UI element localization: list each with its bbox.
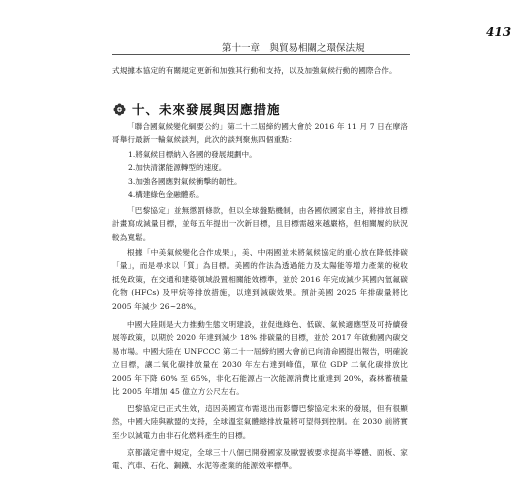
section-title: 十、未來發展與因應措施 [132,102,281,117]
list-item: 1.將氣候目標納入各國的發展規劃中。 [128,150,257,159]
paragraph-outlook: 巴黎協定已正式生效，這因美國宣布需退出而影響巴黎協定未來的發展，但有很顯然，中國大陸與歐盟的支持，全球溫室氣體總排放量將可望得到控制。在 2030 前將實至少以減電力由非石化燃料產生的目標。 [112,404,408,440]
section-heading [113,100,281,118]
page-number: 413 [486,25,512,39]
intro-paragraph: 式規據本協定的有關規定更新和加強其行動和支持，以及加強氣候行動的國際合作。 [112,66,397,75]
paragraph-conference: 「聯合國氣候變化綱要公約」第二十二屆締約國大會於 2016 年 11 月 7 日在摩洛哥舉行最新一輪氣候談判，此次的談判聚焦四個重點： [112,122,408,145]
running-header: 第十一章 與貿易相關之環保法規 [222,43,365,54]
paragraph-paris-agreement: 「巴黎協定」並無懲罰條款，但以全球盤點機制，由各國依國家自主，將排放目標計畫寫成減量目標，並每五年提出一次新目標，且目標需越來越嚴格，但相關履約狀況較為寬鬆。 [112,206,408,242]
flower-ornament-icon [113,103,126,116]
list-item: 2.加快清潔能源轉型的速度。 [128,163,227,173]
paragraph-china: 中國大陸則是大力推動生態文明建設，並促進綠色、低碳、氣候適應型及可持續發展等政策，以期於 2020 年達到減少 18% 排碳量的目標，並於 2017 年啟動國內碳交易市場。中國大陸在 UNFCCC 第二十一屆締約國大會前已向清命國提出報告，明確說立目標，讓二氧化碳排放量在 2030 年左右達到峰值，單位 GDP 二氧化碳排放比 2005 年下降 60% 至 65%，非化石能源占一次能源消費比重達到 20%，森林蓄積量比 2005 年增加 45 億立方公尺左右。 [112,320,408,397]
focus-list [128,148,408,202]
paragraph-kyoto: 京都議定書中規定，全球三十八個已開發國家及歐盟被要求提高半導體、面板、家電、汽車、石化、鋼鐵、水泥等產業的能源效率標準。 [112,448,408,471]
paragraph-us-china: 根據「中美氣候變化合作成果」，美、中兩國並未將氣候協定的重心放在降低排碳「量」，而是尋求以「質」為目標。美國的作法為透過能力及太陽能等增力產業的稅收抵免政策，在交通和建築領域設置相關能效標準，並於 2016 年完成減少其國內氫氟碳化物 (HFCs) 及甲烷等排放措施，以達到減碳效果。預計美國 2025 年排碳量將比 2005 年減少 26~28%。 [112,248,408,311]
list-item: 4.構建綠色金融體系。 [128,190,204,200]
list-item: 3.加強各國應對氣候衝擊的韌性。 [128,176,242,186]
header-divider [112,54,410,55]
